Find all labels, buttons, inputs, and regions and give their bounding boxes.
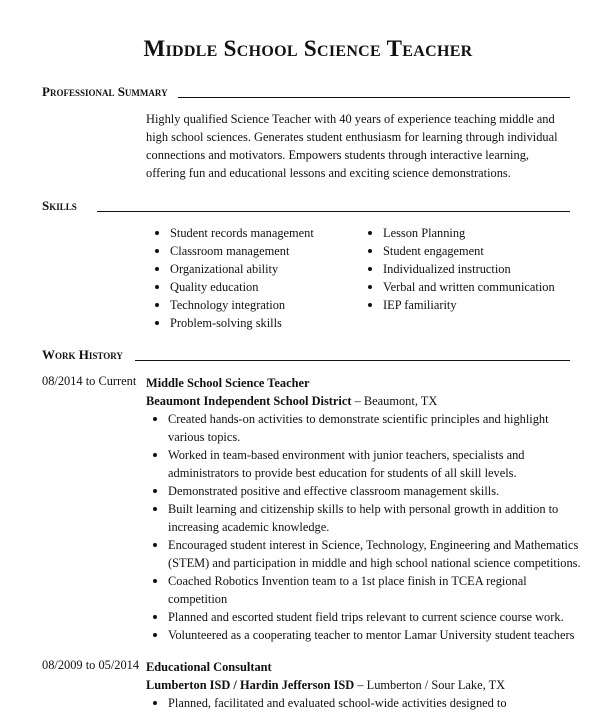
job-bullet: Built learning and citizenship skills to help with personal growth in addition to increasing academic knowledge. <box>144 500 582 536</box>
location: – Lumberton / Sour Lake, TX <box>354 678 506 692</box>
section-title: Professional Summary <box>42 84 168 99</box>
job-bullet: Planned, facilitated and evaluated school-wide activities designed to <box>144 694 582 712</box>
job-bullet: Coached Robotics Invention team to a 1st place finish in TCEA regional competition <box>144 572 582 608</box>
job-bullet: Volunteered as a cooperating teacher to mentor Lamar University student teachers <box>144 626 582 644</box>
location: – Beaumont, TX <box>351 394 438 408</box>
section-header-work <box>42 347 570 363</box>
resume-title: Middle School Science Teacher <box>143 36 473 61</box>
divider <box>135 360 570 361</box>
skill-item: Classroom management <box>146 242 359 260</box>
job-title: Educational Consultant <box>146 660 272 674</box>
job-bullet: Encouraged student interest in Science, Technology, Engineering and Mathematics (STEM) and participation in middle and high school national science competitions. <box>144 536 582 572</box>
job-bullet: Demonstrated positive and effective classroom management skills. <box>144 482 582 500</box>
employer: Lumberton ISD / Hardin Jefferson ISD <box>146 678 355 692</box>
summary-text: Highly qualified Science Teacher with 40 years of experience teaching middle and high school sciences. Generates student enthusiasm for learning through individual connections and motivators. Empowers students through interactive learning, offering fun and educational lessons and exciting science demonstrations. <box>146 112 558 180</box>
job-bullet: Created hands-on activities to demonstrate scientific principles and highlight various topics. <box>144 410 582 446</box>
skill-item: Student records management <box>146 224 359 242</box>
skills-column-2 <box>359 224 572 332</box>
section-header-summary <box>42 84 570 100</box>
job-bullet: Planned and escorted student field trips relevant to current science course work. <box>144 608 582 626</box>
skill-item: Problem-solving skills <box>146 314 359 332</box>
job-dates: 08/2014 to Current <box>42 374 137 388</box>
skill-item: Verbal and written communication <box>359 278 572 296</box>
skill-item: Quality education <box>146 278 359 296</box>
section-title: Work History <box>42 347 123 362</box>
skill-item: IEP familiarity <box>359 296 572 314</box>
skill-item: Technology integration <box>146 296 359 314</box>
skills-column-1 <box>146 224 359 332</box>
job-dates: 08/2009 to 05/2014 <box>42 658 140 672</box>
skill-item: Student engagement <box>359 242 572 260</box>
skills-list <box>146 224 572 332</box>
job-bullet: Worked in team-based environment with junior teachers, specialists and administrators to provide best education for students of all skill levels. <box>144 446 582 482</box>
divider <box>97 211 570 212</box>
skill-item: Lesson Planning <box>359 224 572 242</box>
employer: Beaumont Independent School District <box>146 394 352 408</box>
job-title: Middle School Science Teacher <box>146 376 310 390</box>
skill-item: Organizational ability <box>146 260 359 278</box>
skill-item: Individualized instruction <box>359 260 572 278</box>
section-header-skills <box>42 198 570 214</box>
divider <box>178 97 570 98</box>
section-title: Skills <box>42 198 77 213</box>
